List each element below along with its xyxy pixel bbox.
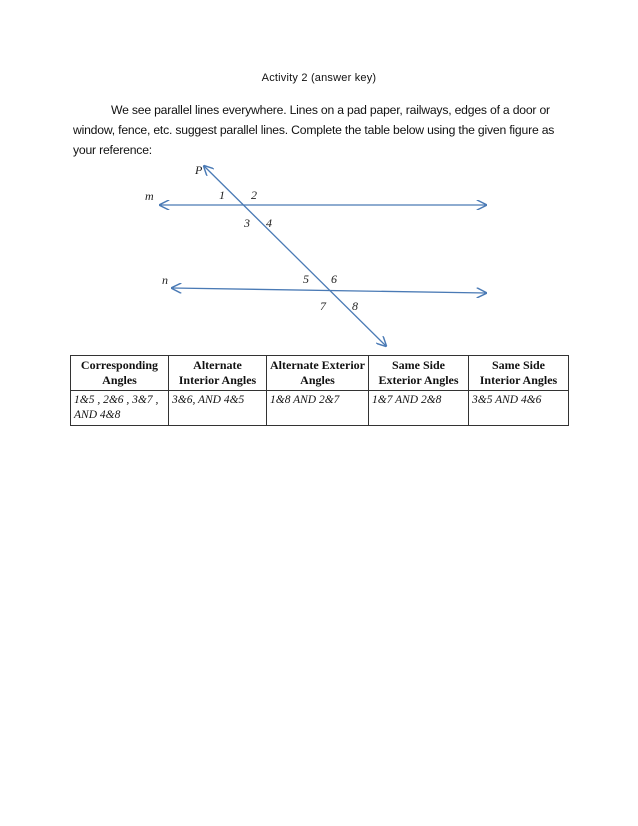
table-header-row xyxy=(71,356,569,391)
angle-label-4: 4 xyxy=(266,216,272,230)
angle-label-7: 7 xyxy=(320,299,326,313)
angle-label-8: 8 xyxy=(352,299,358,313)
cell-same-side-interior-angles: 3&5 AND 4&6 xyxy=(469,391,569,426)
figure-svg xyxy=(0,160,638,350)
angle-label-2: 2 xyxy=(251,188,257,202)
angle-label-5: 5 xyxy=(303,272,309,286)
table-row xyxy=(71,391,569,426)
header-same-side-exterior-angles: Same Side Exterior Angles xyxy=(369,356,469,391)
angle-label-6: 6 xyxy=(331,272,337,286)
cell-alternate-interior-angles: 3&6, AND 4&5 xyxy=(169,391,267,426)
label-m: m xyxy=(145,189,154,203)
header-alternate-interior-angles: Alternate Interior Angles xyxy=(169,356,267,391)
parallel-lines-figure xyxy=(0,160,638,350)
label-p: P xyxy=(195,163,203,177)
angle-label-1: 1 xyxy=(219,188,225,202)
header-same-side-interior-angles: Same Side Interior Angles xyxy=(469,356,569,391)
header-alternate-exterior-angles: Alternate Exterior Angles xyxy=(267,356,369,391)
instructions-paragraph: We see parallel lines everywhere. Lines on a pad paper, railways, edges of a door or window, fence, etc. suggest parallel lines. Complete the table below using the given figure as your reference: xyxy=(73,103,555,157)
cell-same-side-exterior-angles: 1&7 AND 2&8 xyxy=(369,391,469,426)
cell-corresponding-angles: 1&5 , 2&6 , 3&7 , AND 4&8 xyxy=(71,391,169,426)
angle-pairs-table xyxy=(70,355,569,426)
angle-label-3: 3 xyxy=(244,216,250,230)
cell-alternate-exterior-angles: 1&8 AND 2&7 xyxy=(267,391,369,426)
transversal-p xyxy=(204,166,386,346)
page-title: Activity 2 (answer key) xyxy=(261,72,377,84)
label-n: n xyxy=(162,273,168,287)
header-corresponding-angles: Corresponding Angles xyxy=(71,356,169,391)
